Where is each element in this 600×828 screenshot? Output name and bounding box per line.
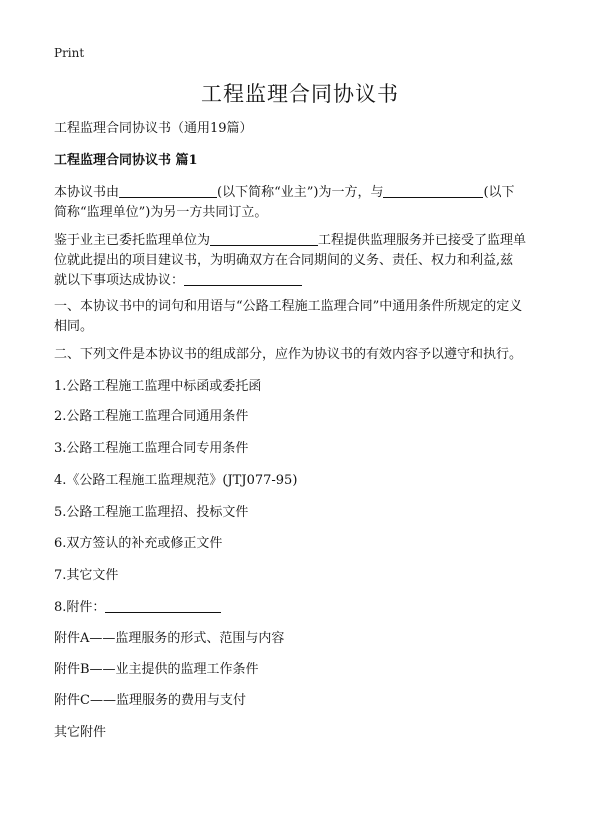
para1-text-c: (以下 bbox=[483, 185, 515, 200]
para4: 二、下列文件是本协议书的组成部分，应作为协议书的有效内容予以遵守和执行。 bbox=[54, 347, 523, 362]
para2-line2: 位就此提出的项目建议书，为明确双方在合同期间的义务、责任、权力和利益,兹 bbox=[54, 253, 514, 268]
para3-line2: 相同。 bbox=[54, 319, 94, 334]
list-item: 3.公路工程施工监理合同专用条件 bbox=[54, 441, 249, 456]
document-subtitle: 工程监理合同协议书（通用19篇） bbox=[54, 121, 253, 136]
para2-text-a: 鉴于业主已委托监理单位为 bbox=[54, 233, 211, 248]
section-heading: 工程监理合同协议书 篇1 bbox=[54, 153, 198, 168]
list-item: 5.公路工程施工监理招、投标文件 bbox=[54, 505, 249, 520]
para1-text-b: (以下简称“业主”)为一方，与 bbox=[217, 185, 384, 200]
project-name-blank bbox=[210, 230, 318, 246]
para1-line2: 简称“监理单位”)为另一方共同订立。 bbox=[54, 205, 268, 220]
para1-line1 bbox=[54, 182, 554, 204]
party-b-blank bbox=[383, 182, 483, 198]
attachment-item: 附件A——监理服务的形式、范围与内容 bbox=[54, 631, 285, 646]
list-item: 7.其它文件 bbox=[54, 568, 119, 583]
para2-text-b: 工程提供监理服务并已接受了监理单 bbox=[318, 233, 527, 248]
list-item: 6.双方签认的补充或修正文件 bbox=[54, 536, 223, 551]
para3-line1: 一、本协议书中的词句和用语与“公路工程施工监理合同”中通用条件所规定的定义 bbox=[54, 299, 523, 314]
party-a-blank bbox=[119, 182, 217, 198]
list-item: 2.公路工程施工监理合同通用条件 bbox=[54, 409, 249, 424]
attachment-item: 附件C——监理服务的费用与支付 bbox=[54, 693, 246, 708]
para2-text-c: 就以下事项达成协议： bbox=[54, 273, 185, 288]
list-item-attachment bbox=[54, 597, 554, 619]
para1-text-a: 本协议书由 bbox=[54, 185, 120, 200]
print-label: Print bbox=[54, 46, 85, 60]
document-title: 工程监理合同协议书 bbox=[201, 82, 399, 106]
para2-line1 bbox=[54, 230, 554, 252]
para2-line3 bbox=[54, 270, 554, 292]
list-item: 1.公路工程施工监理中标函或委托函 bbox=[54, 379, 262, 394]
attachment-item: 附件B——业主提供的监理工作条件 bbox=[54, 662, 259, 677]
attachment-item: 其它附件 bbox=[54, 725, 107, 740]
agreement-blank bbox=[184, 270, 302, 286]
list-item: 4.《公路工程施工监理规范》(JTJ077-95) bbox=[54, 473, 298, 488]
list-item-label: 8.附件： bbox=[54, 600, 106, 615]
attachment-blank bbox=[105, 597, 221, 613]
